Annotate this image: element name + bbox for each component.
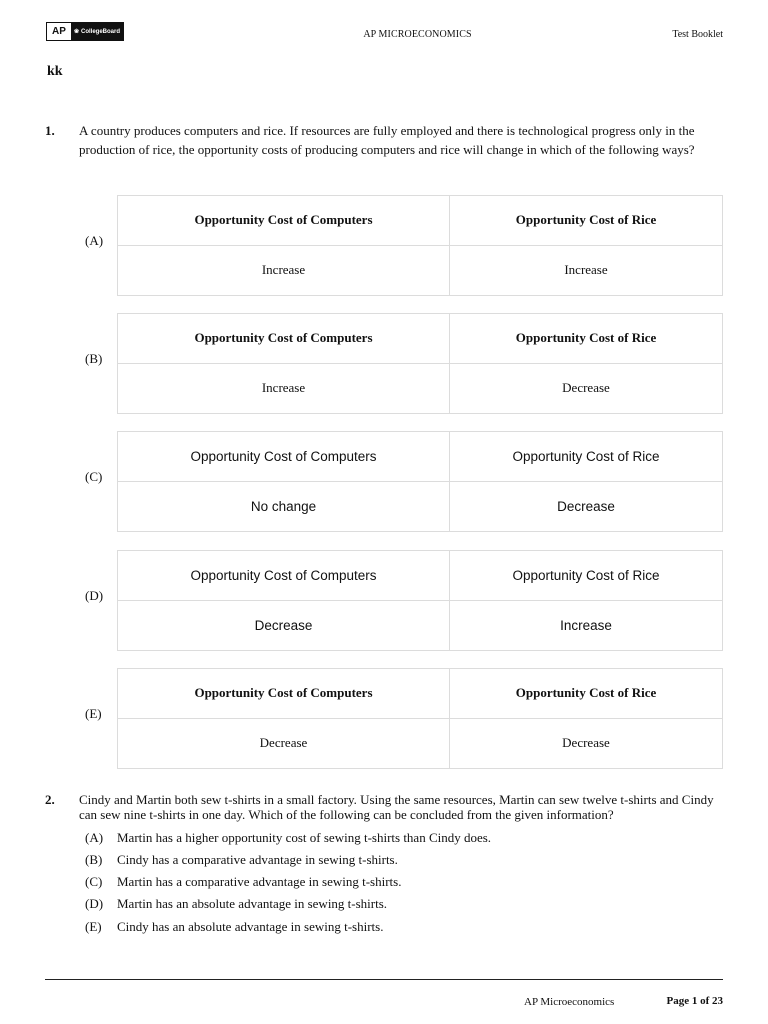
q1-option-b-table[interactable] [117,313,723,414]
question-2-number: 2. [45,792,55,807]
choice-letter: (A) [85,830,104,845]
choice-text: Martin has an absolute advantage in sewing t-shirts. [117,896,388,911]
question-1-text: A country produces computers and rice. If resources are fully employed and there is technological progress only in the production of rice, the opportunity costs of producing computers and rice will change in which of the following ways? [79,123,695,157]
q1-option-d-table[interactable] [117,550,723,651]
q1-option-a-table[interactable] [117,195,723,296]
q2-choice-d[interactable] [85,896,387,912]
table-cell-rice: Decrease [562,380,610,396]
table-cell-rice: Decrease [562,735,610,751]
logo-ap-text: AP [52,26,66,37]
q1-option-b-letter: (B) [85,351,103,366]
table-cell-computers: Increase [118,364,450,414]
table-cell-computers: Decrease [118,601,450,651]
acorn-icon: ❀ [73,29,79,35]
q1-option-d-letter: (D) [85,588,104,603]
table-header-rice: Opportunity Cost of Rice [450,432,722,482]
header-booklet: Test Booklet [672,29,723,40]
choice-letter: (D) [85,896,104,911]
footer-subject: AP Microeconomics [524,996,615,1008]
footer-divider [45,979,723,980]
question-2-text: Cindy and Martin both sew t-shirts in a small factory. Using the same resources, Martin can sew twelve t-shirts and Cindy can sew nine t-shirts in one day. Which of the following can be concluded from the given information? [79,792,714,822]
q1-option-e-letter: (E) [85,706,102,721]
table-header-rice: Opportunity Cost of Rice [450,551,722,601]
choice-text: Cindy has an absolute advantage in sewing t-shirts. [117,919,384,934]
q1-option-c-table[interactable] [117,431,723,532]
section-label: kk [47,64,63,79]
table-cell-computers: Decrease [118,719,450,769]
table-header-computers: Opportunity Cost of Computers [118,551,450,601]
table-header-computers: Opportunity Cost of Computers [118,314,450,364]
table-cell-computers: Increase [118,246,450,296]
choice-letter: (B) [85,852,103,867]
header-title: AP MICROECONOMICS [363,29,472,40]
table-cell-rice: Decrease [557,498,615,514]
table-cell-rice: Increase [560,617,612,633]
q1-option-a-letter: (A) [85,233,104,248]
choice-letter: (E) [85,919,102,934]
q2-choice-c[interactable] [85,874,401,890]
footer-page-number: Page 1 of 23 [666,995,723,1007]
table-header-rice: Opportunity Cost of Rice [450,196,722,246]
choice-text: Cindy has a comparative advantage in sewing t-shirts. [117,852,398,867]
q2-choice-b[interactable] [85,852,398,868]
table-header-computers: Opportunity Cost of Computers [118,669,450,719]
table-cell-rice: Increase [564,262,608,278]
q2-choice-a[interactable] [85,830,491,846]
choice-text: Martin has a higher opportunity cost of sewing t-shirts than Cindy does. [117,830,492,845]
q1-option-c-letter: (C) [85,469,103,484]
logo-cb-text: CollegeBoard [81,28,121,35]
choice-letter: (C) [85,874,103,889]
table-header-computers: Opportunity Cost of Computers [118,432,450,482]
table-header-rice: Opportunity Cost of Rice [450,314,722,364]
choice-text: Martin has a comparative advantage in sewing t-shirts. [117,874,402,889]
q2-choice-e[interactable] [85,919,383,935]
table-header-computers: Opportunity Cost of Computers [118,196,450,246]
question-1-number: 1. [45,123,55,138]
q1-option-e-table[interactable] [117,668,723,769]
table-header-rice: Opportunity Cost of Rice [450,669,722,719]
table-cell-computers: No change [118,482,450,532]
